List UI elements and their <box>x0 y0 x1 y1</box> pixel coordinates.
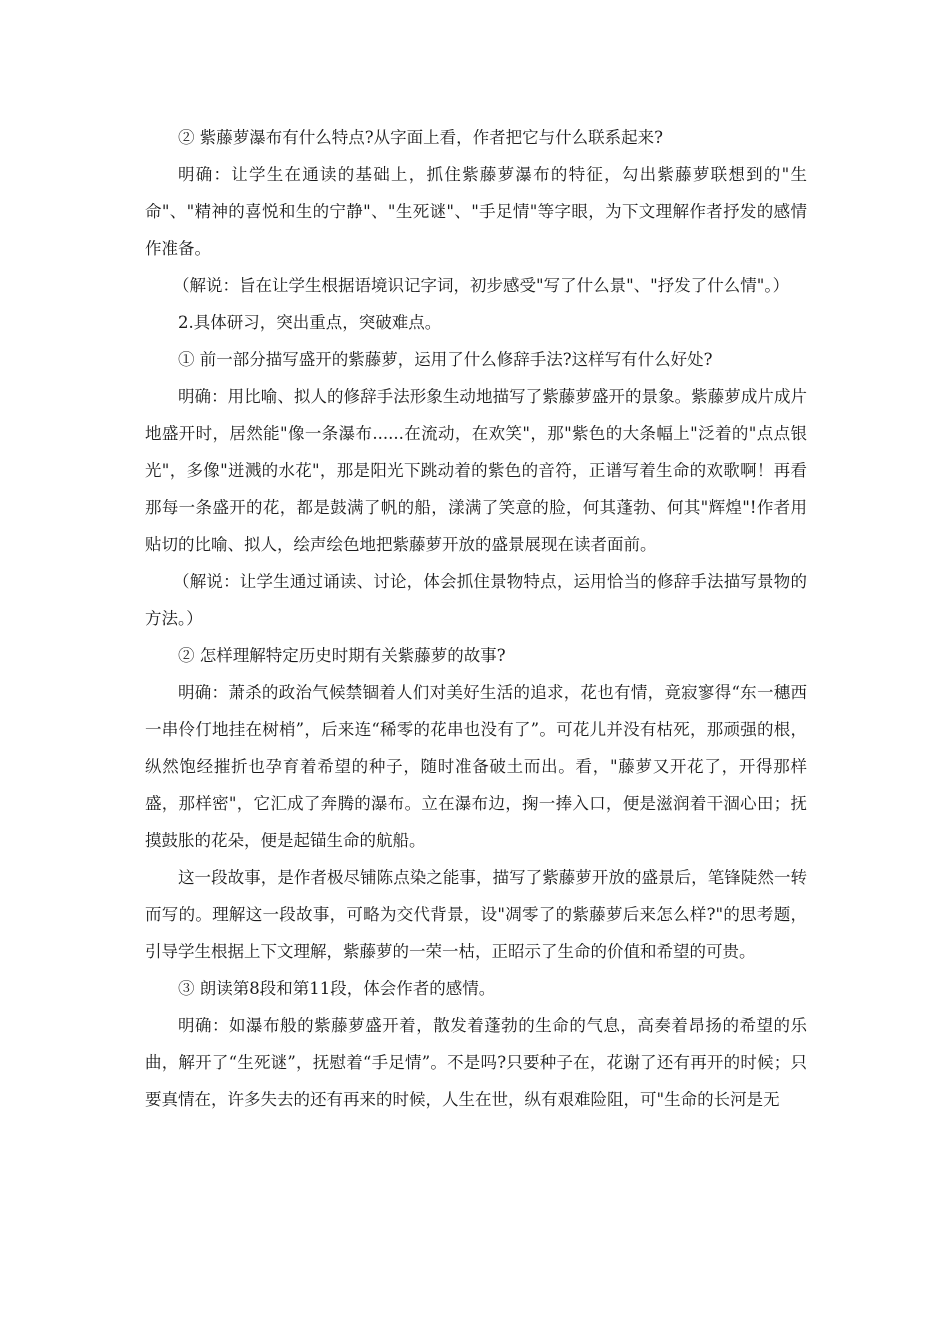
document-body <box>145 119 807 1118</box>
section-heading: 2.具体研习，突出重点，突破难点。 <box>178 313 442 332</box>
answer-paragraph: 明确：萧杀的政治气候禁锢着人们对美好生活的追求，花也有情，竟寂寥得“东一穗西一串伶仃地挂在树梢”，后来连“稀零的花串也没有了”。可花儿并没有枯死，那顽强的根，纵然饱经摧折也孕育着希望的种子，随时准备破土而出。看，"藤萝又开花了，开得那样盛，那样密"，它汇成了奔腾的瀑布。立在瀑布边，掬一捧入口，便是滋润着干涸心田；抚摸鼓胀的花朵，便是起锚生命的航船。 <box>145 683 807 850</box>
question-2-heading: ② 怎样理解特定历史时期有关紫藤萝的故事? <box>178 646 506 665</box>
explanation-note: （解说：让学生通过诵读、讨论，体会抓住景物特点，运用恰当的修辞手法描写景物的方法。） <box>145 572 807 628</box>
question-1-heading: ① 前一部分描写盛开的紫藤萝，运用了什么修辞手法?这样写有什么好处? <box>178 350 713 369</box>
question-3-heading: ③ 朗读第8段和第11段，体会作者的感情。 <box>178 979 496 998</box>
answer-paragraph: 明确：如瀑布般的紫藤萝盛开着，散发着蓬勃的生命的气息，高奏着昂扬的希望的乐曲，解开了“生死谜”，抚慰着“手足情”。不是吗?只要种子在，花谢了还有再开的时候；只要真情在，许多失去的还有再来的时候，人生在世，纵有艰难险阻，可"生命的长河是无 <box>145 1016 807 1109</box>
body-paragraph: 这一段故事，是作者极尽铺陈点染之能事，描写了紫藤萝开放的盛景后，笔锋陡然一转而写的。理解这一段故事，可略为交代背景，设"凋零了的紫藤萝后来怎么样?"的思考题，引导学生根据上下文理解，紫藤萝的一荣一枯，正昭示了生命的价值和希望的可贵。 <box>145 868 807 961</box>
answer-paragraph: 明确：让学生在通读的基础上，抓住紫藤萝瀑布的特征，勾出紫藤萝联想到的"生命"、"精神的喜悦和生的宁静"、"生死谜"、"手足情"等字眼，为下文理解作者抒发的感情作准备。 <box>145 165 807 258</box>
answer-paragraph: 明确：用比喻、拟人的修辞手法形象生动地描写了紫藤萝盛开的景象。紫藤萝成片成片地盛开时，居然能"像一条瀑布......在流动，在欢笑"，那"紫色的大条幅上"泛着的"点点银光"，多像"迸溅的水花"，那是阳光下跳动着的紫色的音符，正谱写着生命的欢歌啊！再看那每一条盛开的花，都是鼓满了帆的船，漾满了笑意的脸，何其蓬勃、何其"辉煌"!作者用贴切的比喻、拟人，绘声绘色地把紫藤萝开放的盛景展现在读者面前。 <box>145 387 807 554</box>
explanation-note: （解说：旨在让学生根据语境识记字词，初步感受"写了什么景"、"抒发了什么情"。） <box>173 276 790 295</box>
question-2-heading: ② 紫藤萝瀑布有什么特点?从字面上看，作者把它与什么联系起来? <box>178 128 663 147</box>
